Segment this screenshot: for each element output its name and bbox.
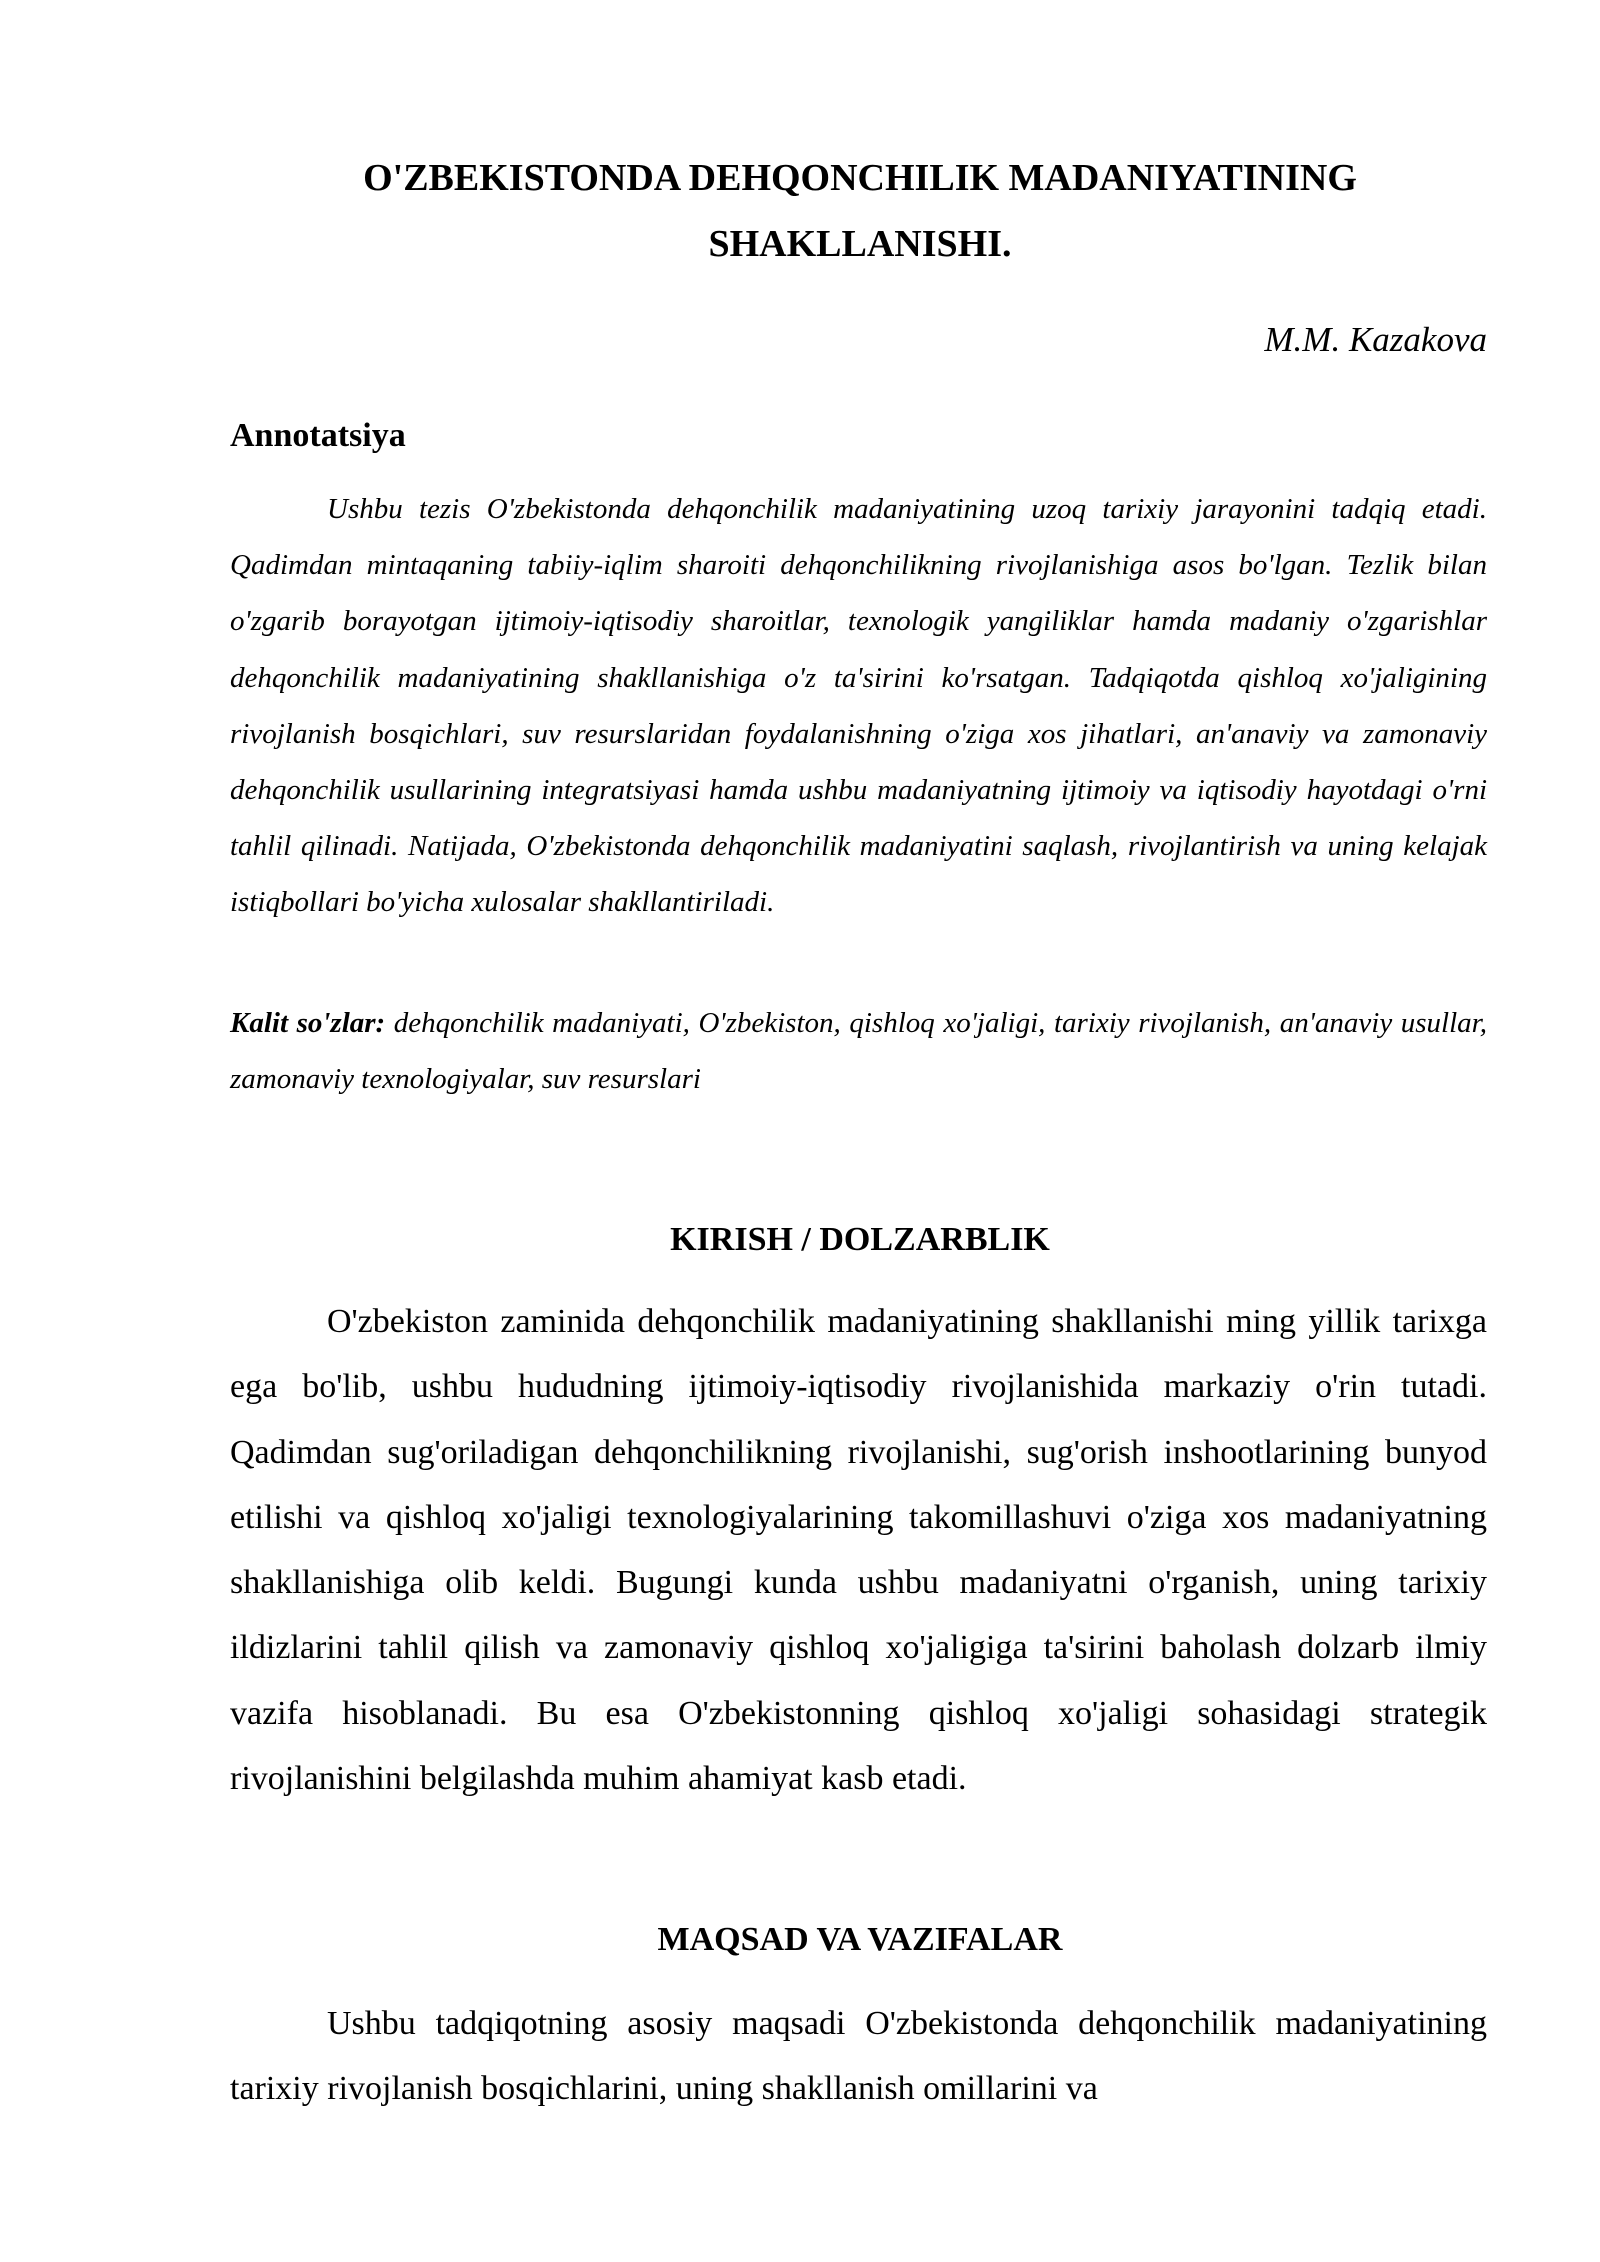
author-name: M.M. Kazakova xyxy=(1264,320,1487,359)
section-text-intro: O'zbekiston zaminida dehqonchilik madaniyatining shakllanishi ming yillik tarixga ega bo'lib, ushbu hududning ijtimoiy-iqtisodiy rivojlanishida markaziy o'rin tutadi. Qadimdan sug'oriladigan dehqonchilikning rivojlanishi, sug'orish inshootlarining bunyod etilishi va qishloq xo'jaligi texnologiyalarining takomillashuvi o'ziga xos madaniyatning shakllanishiga olib keldi. Bugungi kunda ushbu madaniyatni o'rganish, uning tarixiy ildizlarini tahlil qilish va zamonaviy qishloq xo'jaligiga ta'sirini baholash dolzarb ilmiy vazifa hisoblanadi. Bu esa O'zbekistonning qishloq xo'jaligi sohasidagi strategik rivojlanishini belgilashda muhim ahamiyat kasb etadi. xyxy=(230,1303,1487,1798)
section-heading-goals: MAQSAD VA VAZIFALAR xyxy=(657,1921,1063,1958)
paper-title-line-2: SHAKLLANISHI. xyxy=(708,223,1012,265)
keywords-label: Kalit so'zlar: xyxy=(230,1007,386,1039)
annotation-heading: Annotatsiya xyxy=(230,417,406,454)
section-text-goals: Ushbu tadqiqotning asosiy maqsadi O'zbekistonda dehqonchilik madaniyatining tarixiy rivojlanish bosqichlarini, uning shakllanish omillarini va xyxy=(230,2005,1487,2108)
paper-title-line-1: O'ZBEKISTONDA DEHQONCHILIK MADANIYATINING xyxy=(363,157,1357,199)
abstract-text: Ushbu tezis O'zbekistonda dehqonchilik madaniyatining uzoq tarixiy jarayonini tadqiq etadi. Qadimdan mintaqaning tabiiy-iqlim sharoiti dehqonchilikning rivojlanishiga asos bo'lgan. Tezlik bilan o'zgarib borayotgan ijtimoiy-iqtisodiy sharoitlar, texnologik yangiliklar hamda madaniy o'zgarishlar dehqonchilik madaniyatining shakllanishiga o'z ta'sirini ko'rsatgan. Tadqiqotda qishloq xo'jaligining rivojlanish bosqichlari, suv resurslaridan foydalanishning o'ziga xos jihatlari, an'anaviy va zamonaviy dehqonchilik usullarining integratsiyasi hamda ushbu madaniyatning ijtimoiy va iqtisodiy hayotdagi o'rni tahlil qilinadi. Natijada, O'zbekistonda dehqonchilik madaniyatini saqlash, rivojlantirish va uning kelajak istiqbollari bo'yicha xulosalar shakllantiriladi. xyxy=(230,493,1487,919)
keywords-list: dehqonchilik madaniyati, O'zbekiston, qishloq xo'jaligi, tarixiy rivojlanish, an'anaviy usullar, zamonaviy texnologiyalar, suv resurslari xyxy=(230,1007,1487,1096)
paper-title xyxy=(230,145,1490,277)
section-heading-intro: KIRISH / DOLZARBLIK xyxy=(670,1221,1050,1258)
keywords-paragraph xyxy=(230,995,1487,1107)
